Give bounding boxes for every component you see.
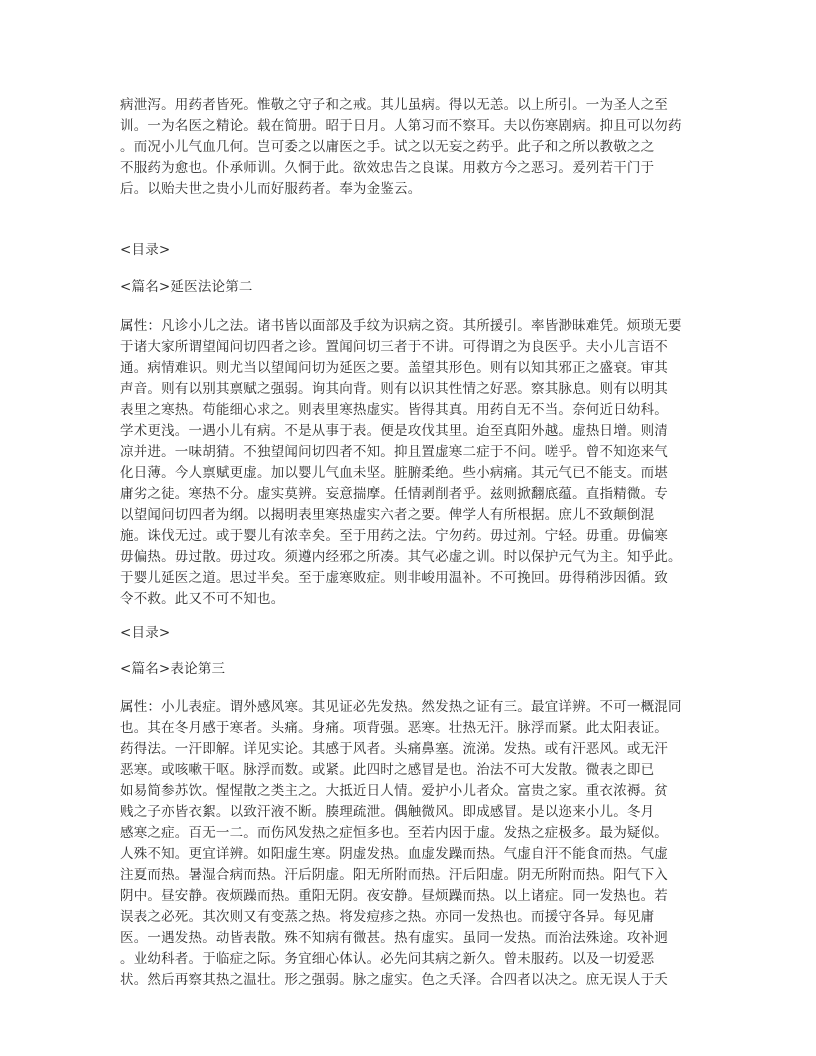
text-line: 庸劣之徒。寒热不分。虚实莫辨。妄意揣摩。任情剥削者乎。兹则掀翻底蕴。直指精微。专 [120, 486, 668, 502]
toc-heading: <目录> [120, 625, 171, 641]
text-line: 药得法。一汗即解。详见实论。其感于风者。头痛鼻塞。流涕。发热。或有汗恶风。或无汗 [120, 741, 668, 757]
text-line: 声音。则有以别其禀赋之强弱。询其向背。则有以识其性情之好恶。察其脉息。则有以明其 [120, 381, 668, 397]
text-line: 贱之子亦皆衣絮。以致汗液不断。腠理疏泄。偶触微风。即成感冒。是以迩来小儿。冬月 [120, 804, 655, 820]
text-line: 医。一遇发热。动皆表散。殊不知病有微甚。热有虚实。虽同一发热。而治法殊途。攻补迥 [120, 930, 668, 946]
text-line: 表里之寒热。苟能细心求之。则表里寒热虚实。皆得其真。用药自无不当。奈何近日幼科。 [120, 402, 668, 418]
text-line: 。而况小儿气血几何。岂可委之以庸医之手。试之以无妄之药乎。此子和之所以教敬之之 [120, 139, 655, 155]
text-line: 不服药为愈也。仆承师训。久恫于此。欲效忠告之良谋。用救方今之恶习。爰列若干门于 [120, 160, 655, 176]
text-line: 属性：小儿表症。谓外感风寒。其见证必先发热。然发热之证有三。最宜详辨。不可一概混同 [120, 699, 682, 715]
text-line: 凉并进。一味胡猜。不独望闻问切四者不知。抑且置虚寒二症于不问。嗟乎。曾不知迩来气 [120, 444, 668, 460]
text-line: 感寒之症。百无一二。而伤风发热之症恒多也。至若内因于虚。发热之症极多。最为疑似。 [120, 825, 668, 841]
text-line: 毋偏热。毋过散。毋过攻。须遵内经邪之所凑。其气必虚之训。时以保护元气为主。知乎此。 [120, 549, 682, 565]
text-line: 令不救。此又不可不知也。 [120, 591, 285, 607]
text-line: 恶寒。或咳嗽干呕。脉浮而数。或紧。此四时之感冒是也。治法不可大发散。微表之即已 [120, 762, 655, 778]
text-line: 状。然后再察其热之温壮。形之强弱。脉之虚实。色之夭泽。合四者以决之。庶无误人于夭 [120, 972, 668, 988]
text-line: 属性：凡诊小儿之法。诸书皆以面部及手纹为识病之资。其所援引。率皆渺昧难凭。烦琐无要 [120, 318, 682, 334]
text-line: 误表之必死。其次则又有变蒸之热。将发痘疹之热。亦同一发热也。而援守各异。每见庸 [120, 909, 655, 925]
text-line: 病泄泻。用药者皆死。惟敬之守子和之戒。其儿虽病。得以无恙。以上所引。一为圣人之至 [120, 97, 668, 113]
text-line: 人殊不知。更宜详辨。如阳虚生寒。阴虚发热。血虚发躁而热。气虚自汗不能食而热。气虚 [120, 846, 668, 862]
text-line: 化日薄。今人禀赋更虚。加以婴儿气血未坚。脏腑柔绝。些小病痛。其元气已不能支。而堪 [120, 465, 668, 481]
text-line: 后。以贻夫世之贵小儿而好服药者。奉为金鉴云。 [120, 181, 422, 197]
text-line: 注夏而热。暑湿合病而热。汗后阴虚。阳无所附而热。汗后阳虚。阴无所附而热。阳气下入 [120, 867, 668, 883]
toc-heading: <目录> [120, 242, 171, 258]
text-line: 通。病情难识。则尤当以望闻问切为延医之要。盖望其形色。则有以知其邪正之盛衰。审其 [120, 360, 668, 376]
text-line: 施。诛伐无过。或于婴儿有浓幸矣。至于用药之法。宁勿药。毋过剂。宁轻。毋重。毋偏寒 [120, 528, 668, 544]
chapter-title: <篇名>延医法论第二 [120, 279, 253, 295]
text-line: 于婴儿延医之道。思过半矣。至于虚寒败症。则非峻用温补。不可挽回。毋得稍涉因循。致 [120, 570, 668, 586]
text-line: 也。其在冬月感于寒者。头痛。身痛。项背强。恶寒。壮热无汗。脉浮而紧。此太阳表证。 [120, 720, 668, 736]
text-line: 阴中。昼安静。夜烦躁而热。重阳无阴。夜安静。昼烦躁而热。以上诸症。同一发热也。若 [120, 888, 668, 904]
text-line: 。业幼科者。于临症之际。务宜细心体认。必先问其病之新久。曾未服药。以及一切爱恶 [120, 951, 655, 967]
text-line: 于诸大家所谓望闻问切四者之诊。置闻问切三者于不讲。可得谓之为良医乎。夫小儿言语不 [120, 339, 668, 355]
chapter-title: <篇名>表论第三 [120, 661, 226, 677]
text-line: 如易简参苏饮。惺惺散之类主之。大抵近日人情。爱护小儿者众。富贵之家。重衣浓褥。贫 [120, 783, 668, 799]
text-line: 训。一为名医之精论。载在简册。昭于日月。人第习而不察耳。夫以伤寒剧病。抑且可以勿药 [120, 118, 682, 134]
text-line: 学术更浅。一遇小儿有病。不是从事于表。便是攻伐其里。迨至真阳外越。虚热日增。则清 [120, 423, 668, 439]
text-line: 以望闻问切四者为纲。以揭明表里寒热虚实六者之要。俾学人有所根据。庶儿不致颠倒混 [120, 507, 655, 523]
